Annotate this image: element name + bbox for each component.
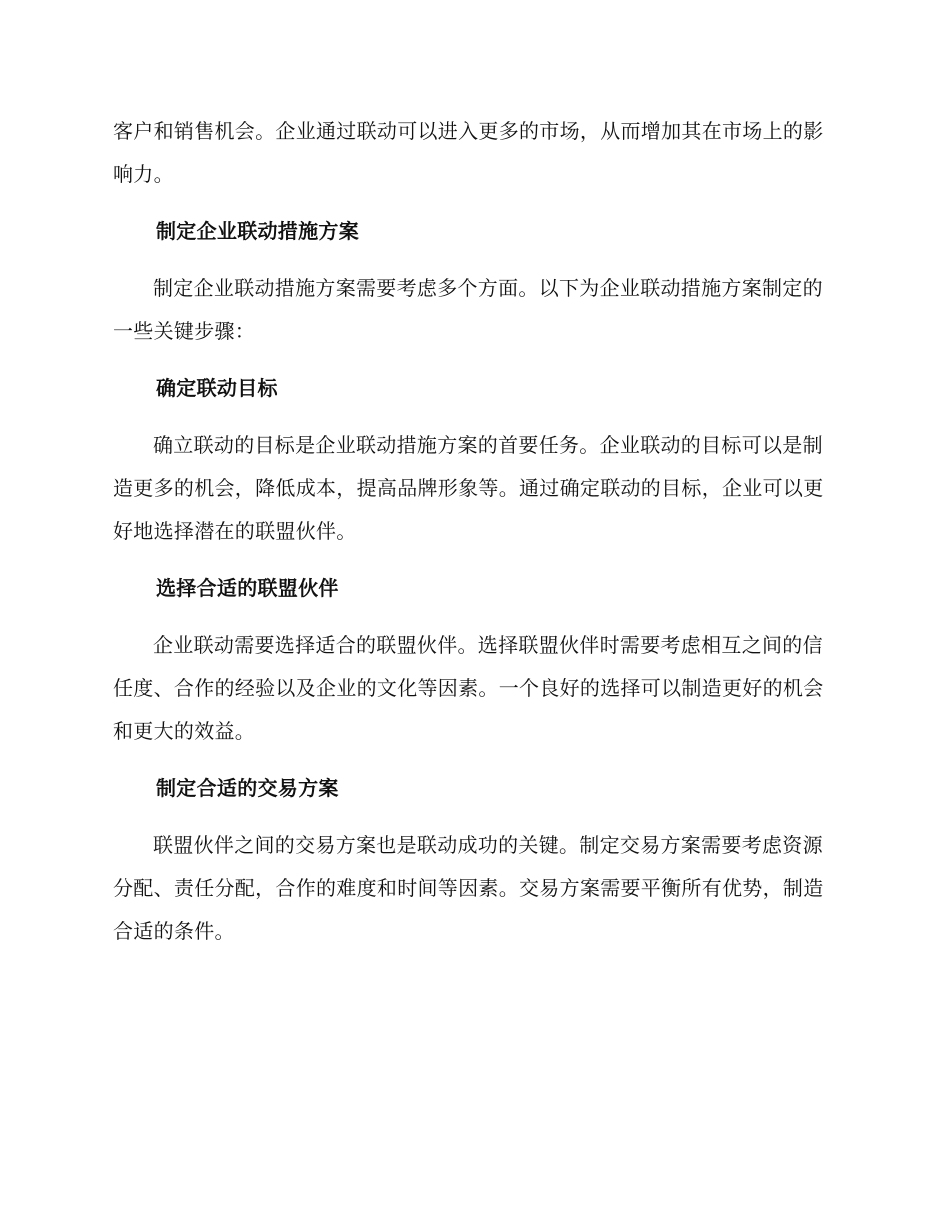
section-heading-formulate-plan: 制定企业联动措施方案 [156, 219, 359, 243]
section-heading-determine-goal: 确定联动目标 [156, 376, 278, 400]
intro-paragraph-continued: 客户和销售机会。企业通过联动可以进入更多的市场，从而增加其在市场上的影响力。 [113, 119, 824, 186]
document-body [113, 110, 833, 967]
paragraph-plan-overview: 制定企业联动措施方案需要考虑多个方面。以下为企业联动措施方案制定的一些关键步骤： [113, 276, 823, 343]
paragraph-choose-partner: 企业联动需要选择适合的联盟伙伴。选择联盟伙伴时需要考虑相互之间的信任度、合作的经验以及企业的文化等因素。一个良好的选择可以制造更好的机会和更大的效益。 [113, 633, 824, 743]
section-heading-choose-partner: 选择合适的联盟伙伴 [156, 576, 339, 600]
paragraph-determine-goal: 确立联动的目标是企业联动措施方案的首要任务。企业联动的目标可以是制造更多的机会，降低成本，提高品牌形象等。通过确定联动的目标，企业可以更好地选择潜在的联盟伙伴。 [113, 433, 824, 543]
paragraph-transaction-plan: 联盟伙伴之间的交易方案也是联动成功的关键。制定交易方案需要考虑资源分配、责任分配，合作的难度和时间等因素。交易方案需要平衡所有优势，制造合适的条件。 [113, 833, 824, 943]
section-heading-transaction-plan: 制定合适的交易方案 [156, 776, 339, 800]
